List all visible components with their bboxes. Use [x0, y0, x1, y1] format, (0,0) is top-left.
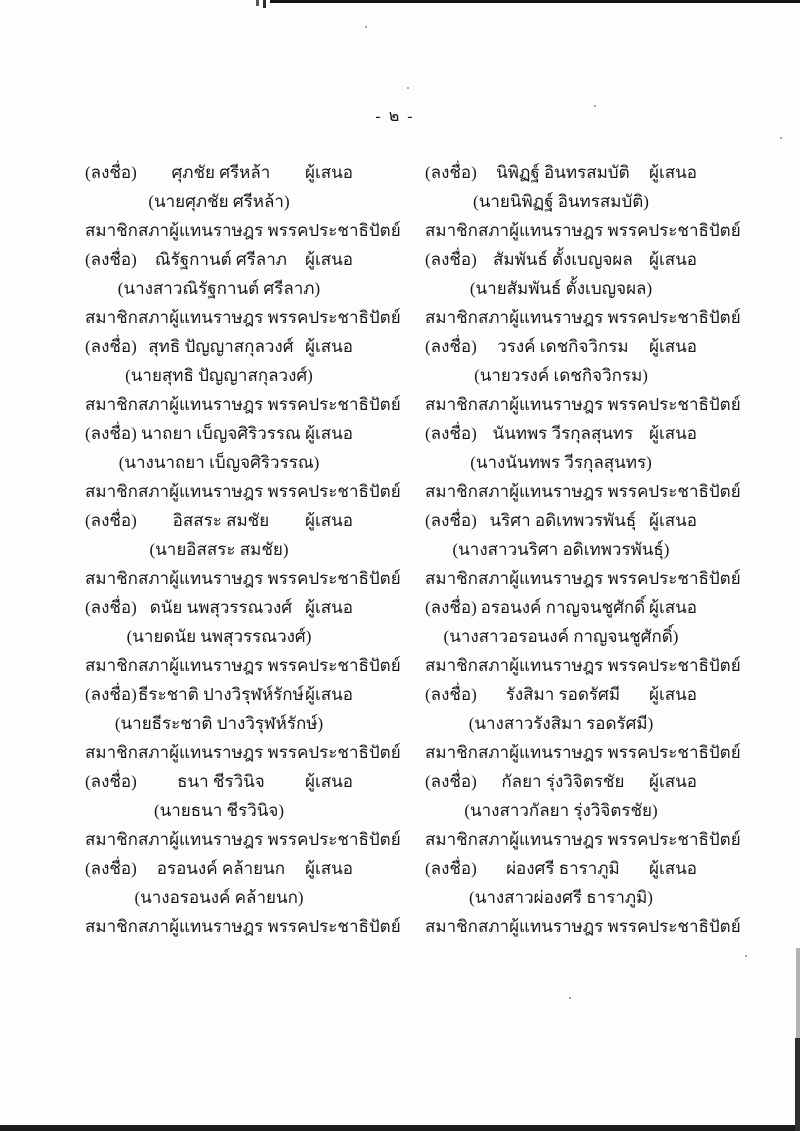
- proposer-label: ผู้เสนอ: [649, 685, 697, 704]
- signer-role: สมาชิกสภาผู้แทนราษฎร พรรคประชาธิปัตย์: [425, 221, 741, 240]
- sign-label: (ลงชื่อ): [425, 598, 477, 617]
- signature-block: [425, 158, 741, 245]
- signer-name: กัลยา รุ่งวิจิตรชัย: [501, 772, 625, 791]
- signature-block: [425, 332, 741, 419]
- proposer-label: ผู้เสนอ: [649, 250, 697, 269]
- signer-role: สมาชิกสภาผู้แทนราษฎร พรรคประชาธิปัตย์: [425, 656, 741, 675]
- signer-role: สมาชิกสภาผู้แทนราษฎร พรรคประชาธิปัตย์: [85, 395, 401, 414]
- signature-block: [85, 854, 401, 941]
- signer-full-name: (นายวรงค์ เดชกิจวิกรม): [474, 366, 648, 385]
- signature-line: [85, 245, 353, 274]
- signature-line: [85, 854, 353, 883]
- signature-line: [85, 332, 353, 361]
- signer-name: ศุภชัย ศรีหล้า: [171, 163, 271, 182]
- proposer-label: ผู้เสนอ: [649, 598, 697, 617]
- signature-block: [425, 854, 741, 941]
- sign-label: (ลงชื่อ): [85, 598, 137, 617]
- signature-line: [425, 767, 697, 796]
- signer-name: ณิรัฐกานต์ ศรีลาภ: [154, 250, 287, 269]
- scan-speckle: [780, 137, 782, 139]
- signature-block: [425, 767, 741, 854]
- signer-role: สมาชิกสภาผู้แทนราษฎร พรรคประชาธิปัตย์: [425, 308, 741, 327]
- sign-label: (ลงชื่อ): [425, 859, 477, 878]
- signer-full-name: (นางอรอนงค์ คล้ายนก): [134, 888, 304, 907]
- signature-block: [425, 593, 741, 680]
- signer-name: ธีระชาติ ปางวิรุฬห์รักษ์: [138, 685, 304, 704]
- signer-name: ดนัย นพสุวรรณวงศ์: [149, 598, 293, 617]
- signature-line: [425, 332, 697, 361]
- signature-block: [85, 332, 401, 419]
- signer-role: สมาชิกสภาผู้แทนราษฎร พรรคประชาธิปัตย์: [85, 656, 401, 675]
- signer-name: วรงค์ เดชกิจวิกรม: [497, 337, 629, 356]
- scan-artifact-right-edge: [796, 948, 800, 1038]
- signer-name: อรอนงค์ คล้ายนก: [156, 859, 286, 878]
- signature-line: [425, 419, 697, 448]
- sign-label: (ลงชื่อ): [425, 511, 477, 530]
- signature-block: [425, 506, 741, 593]
- signer-name: สัมพันธ์ ตั้งเบญจผล: [493, 250, 633, 269]
- signature-line: [85, 506, 353, 535]
- signer-role: สมาชิกสภาผู้แทนราษฎร พรรคประชาธิปัตย์: [425, 569, 741, 588]
- proposer-label: ผู้เสนอ: [649, 859, 697, 878]
- sign-label: (ลงชื่อ): [425, 685, 477, 704]
- proposer-label: ผู้เสนอ: [305, 685, 353, 704]
- sign-label: (ลงชื่อ): [85, 859, 137, 878]
- signer-name: รังสิมา รอดรัศมี: [505, 685, 621, 704]
- proposer-label: ผู้เสนอ: [649, 424, 697, 443]
- proposer-label: ผู้เสนอ: [305, 772, 353, 791]
- signer-role: สมาชิกสภาผู้แทนราษฎร พรรคประชาธิปัตย์: [85, 569, 401, 588]
- proposer-label: ผู้เสนอ: [305, 424, 353, 443]
- signature-column-left: [85, 158, 401, 941]
- sign-label: (ลงชื่อ): [85, 424, 137, 443]
- sign-label: (ลงชื่อ): [425, 772, 477, 791]
- signer-name: นิพิฏฐ์ อินทรสมบัติ: [496, 163, 630, 182]
- signer-full-name: (นายดนัย นพสุวรรณวงศ์): [126, 627, 312, 646]
- signer-role: สมาชิกสภาผู้แทนราษฎร พรรคประชาธิปัตย์: [85, 221, 401, 240]
- signer-name: นาถยา เบ็ญจศิริวรรณ: [141, 424, 301, 443]
- signature-line: [425, 680, 697, 709]
- proposer-label: ผู้เสนอ: [649, 163, 697, 182]
- signature-line: [85, 419, 353, 448]
- sign-label: (ลงชื่อ): [85, 511, 137, 530]
- proposer-label: ผู้เสนอ: [305, 598, 353, 617]
- signature-line: [85, 158, 353, 187]
- sign-label: (ลงชื่อ): [425, 163, 477, 182]
- signer-full-name: (นางสาวรังสิมา รอดรัศมี): [468, 714, 654, 733]
- signer-full-name: (นายธีระชาติ ปางวิรุฬห์รักษ์): [114, 714, 324, 733]
- signer-name: ผ่องศรี ธาราภูมิ: [506, 859, 620, 878]
- signer-full-name: (นางนันทพร วีรกุลสุนทร): [470, 453, 652, 472]
- scan-artifact-right-edge: [795, 1038, 800, 1131]
- scan-speckle: [569, 997, 571, 999]
- scan-artifact-top-band: [270, 0, 800, 3]
- signer-name: อรอนงค์ กาญจนชูศักดิ์: [480, 598, 646, 617]
- signer-full-name: (นางสาวณิรัฐกานต์ ศรีลาภ): [117, 279, 321, 298]
- signer-full-name: (นายสุทธิ ปัญญาสกุลวงศ์): [125, 366, 313, 385]
- signer-role: สมาชิกสภาผู้แทนราษฎร พรรคประชาธิปัตย์: [425, 482, 741, 501]
- scan-artifact-bottom-band: [0, 1125, 800, 1131]
- proposer-label: ผู้เสนอ: [649, 337, 697, 356]
- signer-role: สมาชิกสภาผู้แทนราษฎร พรรคประชาธิปัตย์: [85, 482, 401, 501]
- signer-name: ธนา ชีรวินิจ: [177, 772, 265, 791]
- sign-label: (ลงชื่อ): [85, 250, 137, 269]
- signature-block: [85, 245, 401, 332]
- signature-block: [85, 158, 401, 245]
- sign-label: (ลงชื่อ): [425, 337, 477, 356]
- signature-line: [425, 158, 697, 187]
- proposer-label: ผู้เสนอ: [649, 772, 697, 791]
- proposer-label: ผู้เสนอ: [305, 511, 353, 530]
- signature-block: [425, 245, 741, 332]
- signature-block: [85, 767, 401, 854]
- sign-label: (ลงชื่อ): [85, 337, 137, 356]
- signature-line: [85, 680, 353, 709]
- signature-line: [85, 593, 353, 622]
- proposer-label: ผู้เสนอ: [305, 163, 353, 182]
- proposer-label: ผู้เสนอ: [649, 511, 697, 530]
- signer-role: สมาชิกสภาผู้แทนราษฎร พรรคประชาธิปัตย์: [85, 830, 401, 849]
- signer-full-name: (นางสาวนริศา อดิเทพวรพันธุ์): [452, 540, 670, 559]
- signer-full-name: (นายสัมพันธ์ ตั้งเบญจผล): [469, 279, 653, 298]
- sign-label: (ลงชื่อ): [85, 772, 137, 791]
- signer-full-name: (นายศุภชัย ศรีหล้า): [148, 192, 290, 211]
- signature-line: [425, 245, 697, 274]
- signer-full-name: (นางสาวผ่องศรี ธาราภูมิ): [469, 888, 653, 907]
- sign-label: (ลงชื่อ): [425, 250, 477, 269]
- signer-name: สุทธิ ปัญญาสกุลวงศ์: [148, 337, 294, 356]
- signer-role: สมาชิกสภาผู้แทนราษฎร พรรคประชาธิปัตย์: [85, 308, 401, 327]
- scan-speckle: [407, 87, 409, 89]
- sign-label: (ลงชื่อ): [85, 685, 137, 704]
- signer-full-name: (นายนิพิฏฐ์ อินทรสมบัติ): [473, 192, 649, 211]
- signer-role: สมาชิกสภาผู้แทนราษฎร พรรคประชาธิปัตย์: [425, 917, 741, 936]
- signer-role: สมาชิกสภาผู้แทนราษฎร พรรคประชาธิปัตย์: [425, 830, 741, 849]
- signer-full-name: (นายอิสสระ สมชัย): [149, 540, 289, 559]
- scan-artifact-top-tick: [263, 0, 266, 8]
- signature-line: [425, 506, 697, 535]
- signer-role: สมาชิกสภาผู้แทนราษฎร พรรคประชาธิปัตย์: [425, 395, 741, 414]
- signature-block: [425, 419, 741, 506]
- signature-column-right: [425, 158, 741, 941]
- signature-block: [85, 680, 401, 767]
- proposer-label: ผู้เสนอ: [305, 859, 353, 878]
- signature-block: [425, 680, 741, 767]
- proposer-label: ผู้เสนอ: [305, 250, 353, 269]
- scan-artifact-top-tick: [256, 0, 259, 6]
- signature-line: [85, 767, 353, 796]
- signature-line: [425, 593, 697, 622]
- signer-role: สมาชิกสภาผู้แทนราษฎร พรรคประชาธิปัตย์: [85, 743, 401, 762]
- signer-name: นันทพร วีรกุลสุนทร: [492, 424, 634, 443]
- signer-role: สมาชิกสภาผู้แทนราษฎร พรรคประชาธิปัตย์: [425, 743, 741, 762]
- sign-label: (ลงชื่อ): [85, 163, 137, 182]
- signer-name: นริศา อดิเทพวรพันธุ์: [489, 511, 637, 530]
- sign-label: (ลงชื่อ): [425, 424, 477, 443]
- signer-full-name: (นางนาถยา เบ็ญจศิริวรรณ): [118, 453, 320, 472]
- signer-full-name: (นางสาวอรอนงค์ กาญจนชูศักดิ์): [443, 627, 679, 646]
- scan-speckle: [745, 955, 747, 957]
- signer-name: อิสสระ สมชัย: [172, 511, 270, 530]
- signature-block: [85, 593, 401, 680]
- signer-role: สมาชิกสภาผู้แทนราษฎร พรรคประชาธิปัตย์: [85, 917, 401, 936]
- signature-block: [85, 506, 401, 593]
- page-number: - ๒ -: [375, 108, 415, 125]
- signature-line: [425, 854, 697, 883]
- proposer-label: ผู้เสนอ: [305, 337, 353, 356]
- scan-speckle: [365, 26, 367, 28]
- signer-full-name: (นางสาวกัลยา รุ่งวิจิตรชัย): [464, 801, 658, 820]
- signer-full-name: (นายธนา ชีรวินิจ): [153, 801, 285, 820]
- signature-block: [85, 419, 401, 506]
